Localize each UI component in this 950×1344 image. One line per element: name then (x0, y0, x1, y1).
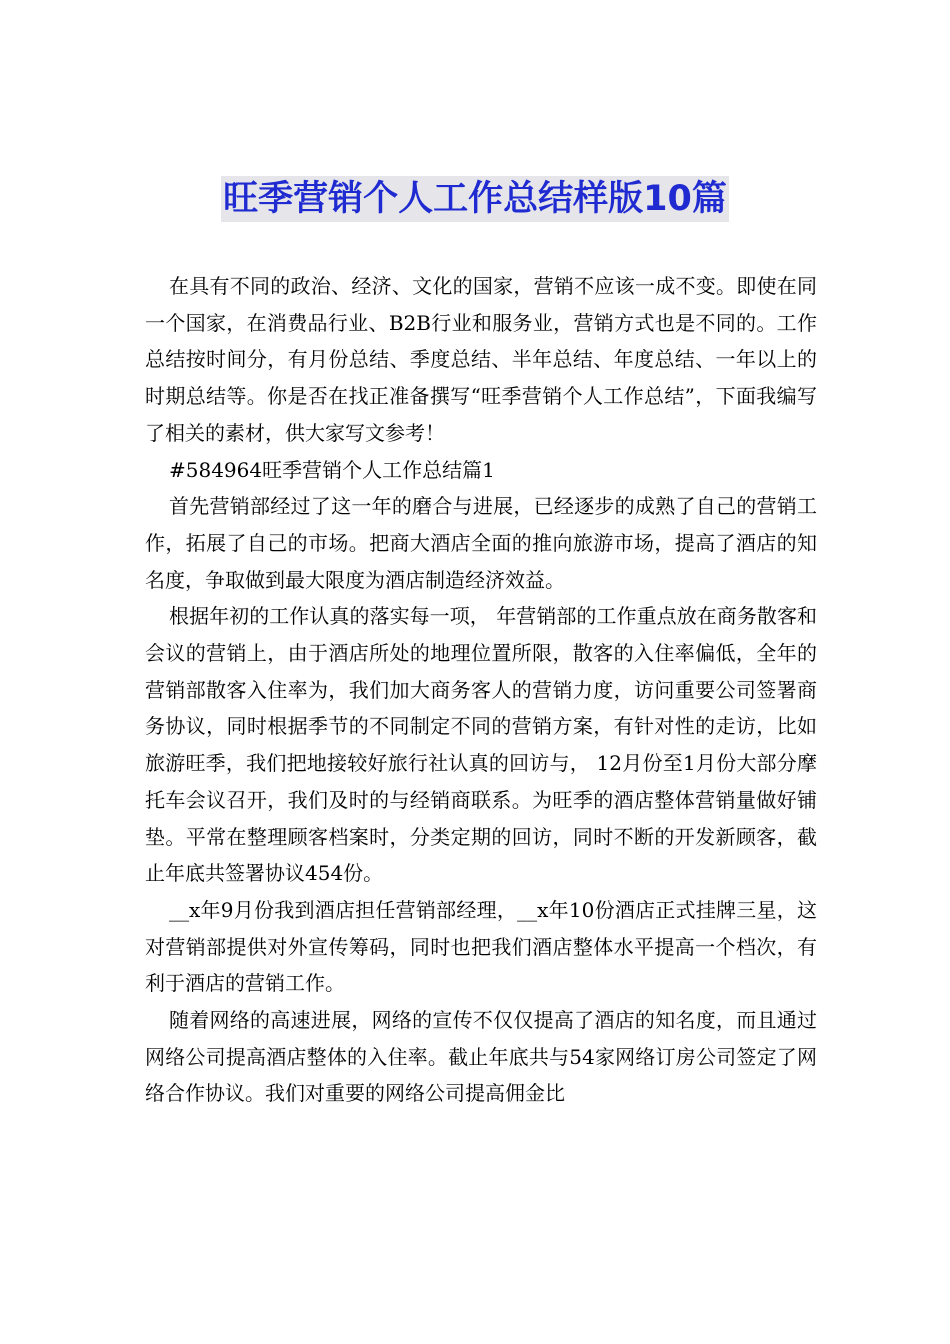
document-body (145, 268, 817, 1112)
body-paragraph: 随着网络的高速进展，网络的宣传不仅仅提高了酒店的知名度，而且通过网络公司提高酒店整体的入住率。截止年底共与54家网络订房公司签定了网络合作协议。我们对重要的网络公司提高佣金比 (145, 1008, 817, 1106)
title-container (0, 176, 950, 222)
body-paragraph: __x年9月份我到酒店担任营销部经理，__x年10份酒店正式挂牌三星，这对营销部提供对外宣传筹码，同时也把我们酒店整体水平提高一个档次，有利于酒店的营销工作。 (145, 897, 817, 996)
section-heading: #584964旺季营销个人工作总结篇1 (169, 457, 495, 482)
document-title: 旺季营销个人工作总结样版10篇 (221, 176, 729, 222)
intro-paragraph: 在具有不同的政治、经济、文化的国家，营销不应该一成不变。即使在同一个国家，在消费品行业、B2B行业和服务业，营销方式也是不同的。工作总结按时间分，有月份总结、季度总结、半年总结、年度总结、一年以上的时期总结等。你是否在找正准备撰写“旺季营销个人工作总结”，下面我编写了相关的素材，供大家写文参考！ (145, 274, 817, 445)
body-paragraph: 首先营销部经过了这一年的磨合与进展，已经逐步的成熟了自己的营销工作，拓展了自己的市场。把商大酒店全面的推向旅游市场，提高了酒店的知名度，争取做到最大限度为酒店制造经济效益。 (145, 494, 817, 592)
body-paragraph: 根据年初的工作认真的落实每一项， 年营销部的工作重点放在商务散客和会议的营销上，由于酒店所处的地理位置所限，散客的入住率偏低，全年的营销部散客入住率为，我们加大商务客人的营销力度，访问重要公司签署商务协议，同时根据季节的不同制定不同的营销方案，有针对性的走访，比如旅游旺季，我们把地接较好旅行社认真的回访与， 12月份至1月份大部分摩托车会议召开，我们及时的与经销商联系。为旺季的酒店整体营销量做好铺垫。平常在整理顾客档案时，分类定期的回访，同时不断的开发新顾客，截止年底共签署协议454份。 (145, 604, 817, 886)
